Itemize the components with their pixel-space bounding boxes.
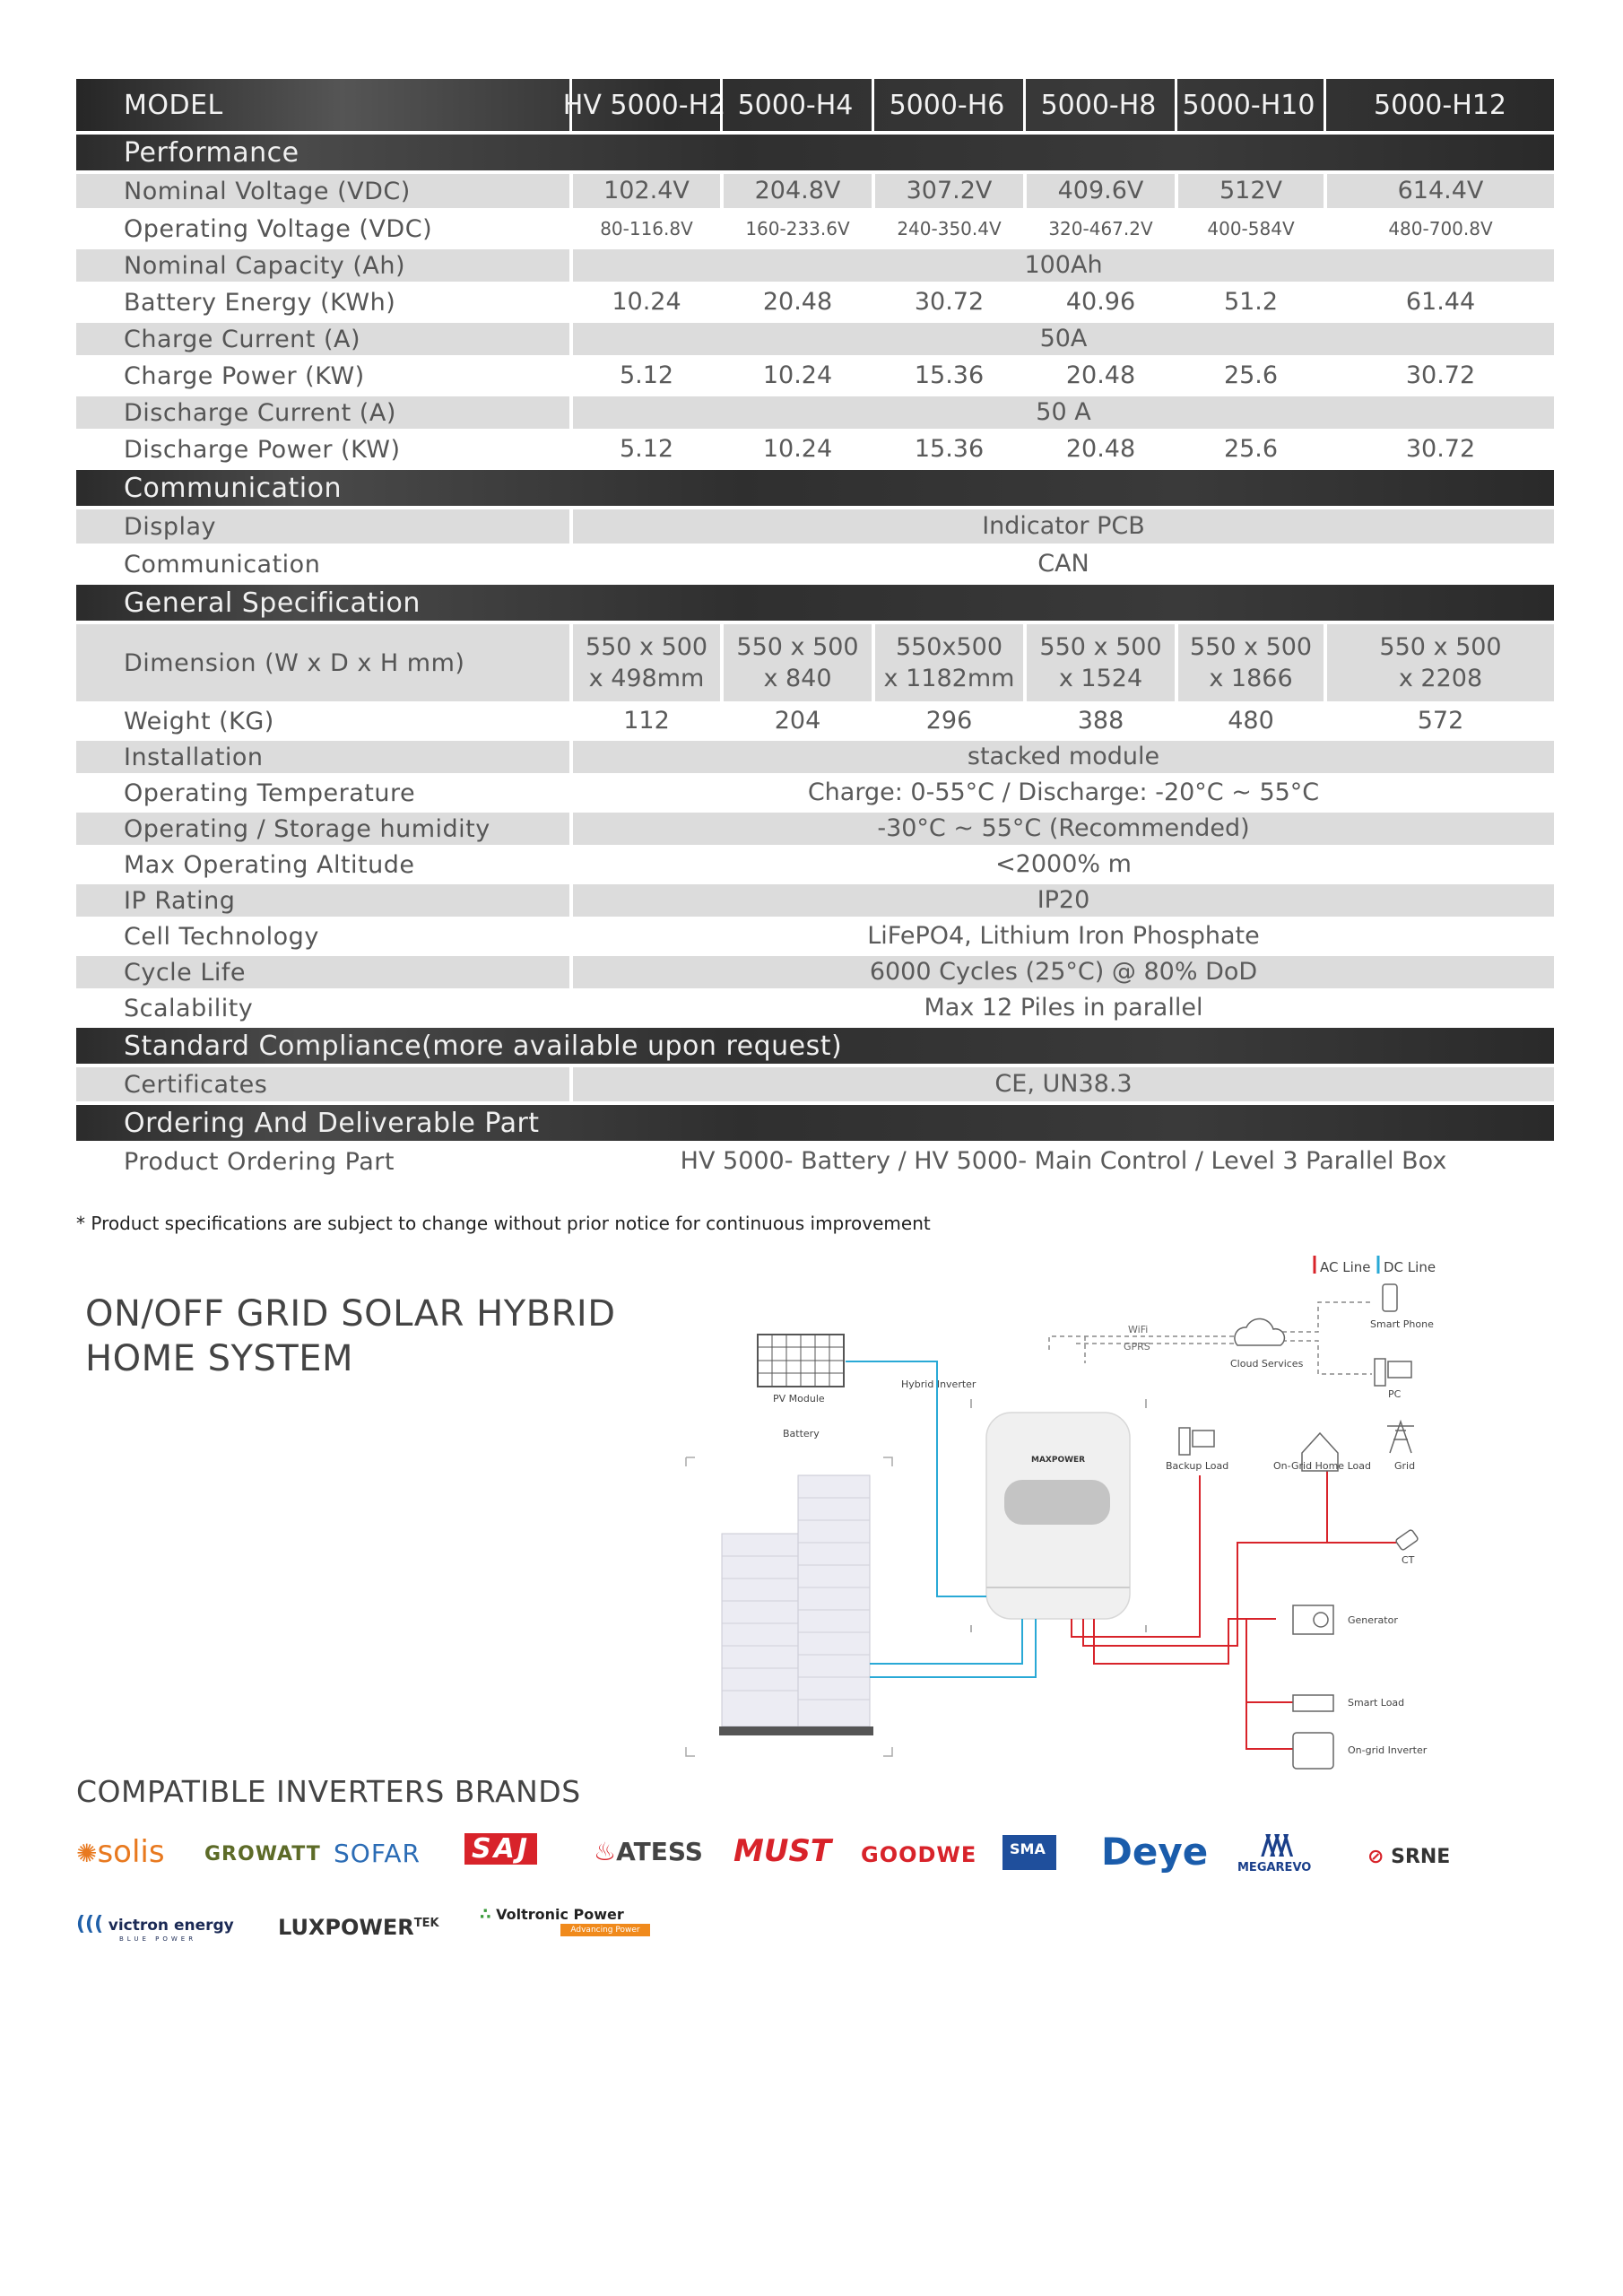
- spec-table: [76, 79, 1554, 1182]
- row-discharge-power: [76, 432, 1554, 466]
- cloud-icon: [1235, 1318, 1285, 1345]
- hybrid-inverter-icon: [986, 1413, 1130, 1619]
- cell: 320-467.2V: [1048, 218, 1153, 239]
- smart-phone-label: Smart Phone: [1370, 1318, 1434, 1330]
- smart-phone-icon: [1383, 1284, 1397, 1311]
- cell: 480-700.8V: [1388, 218, 1493, 239]
- row-label: Operating Temperature: [124, 778, 416, 807]
- cell: 512V: [1178, 174, 1324, 208]
- ct-label: CT: [1402, 1554, 1415, 1566]
- cell: 15.36: [914, 361, 985, 390]
- ongrid-inverter-icon: [1293, 1733, 1333, 1769]
- cell: 480: [1228, 707, 1274, 735]
- row-label: Installation: [76, 741, 569, 773]
- row-ordering-part: [76, 1144, 1554, 1178]
- row-display: [76, 509, 1554, 544]
- footnote: * Product specifications are subject to change without prior notice for continuous improvement: [76, 1213, 931, 1234]
- row-label: Cell Technology: [124, 922, 319, 951]
- cell: 204.8V: [724, 174, 872, 208]
- row-label: Communication: [124, 550, 321, 578]
- row-installation: [76, 741, 1554, 773]
- cell: 15.36: [914, 435, 985, 464]
- row-discharge-current: [76, 396, 1554, 429]
- wifi-label: WiFi: [1128, 1324, 1149, 1335]
- smart-load-label: Smart Load: [1348, 1697, 1405, 1709]
- pc-icon: [1375, 1359, 1411, 1386]
- cell: 20.48: [762, 288, 833, 317]
- brand-sofar: SOFAR: [334, 1839, 421, 1868]
- row-cycle-life: [76, 956, 1554, 988]
- cell: 25.6: [1223, 435, 1279, 464]
- cell: Charge: 0-55°C / Discharge: -20°C ~ 55°C: [807, 778, 1320, 807]
- row-label: Display: [76, 509, 569, 544]
- cell: 409.6V: [1027, 174, 1175, 208]
- atess-flame-icon: ♨: [594, 1837, 617, 1866]
- row-label: Scalability: [124, 994, 254, 1022]
- cell: 100Ah: [573, 249, 1554, 282]
- dc-legend-label: DC Line: [1384, 1259, 1436, 1275]
- home-load-label: On-Grid Home Load: [1273, 1460, 1371, 1472]
- generator-label: Generator: [1348, 1614, 1398, 1626]
- brand-atess: ♨ATESS: [594, 1837, 703, 1866]
- row-label: Dimension (W x D x H mm): [76, 624, 569, 701]
- ongrid-inverter-label: On-grid Inverter: [1348, 1744, 1428, 1756]
- section-general: General Specification: [76, 585, 1554, 621]
- cell: 30.72: [1405, 361, 1476, 390]
- cell: 30.72: [1405, 435, 1476, 464]
- brand-solis: ✺solis: [76, 1834, 165, 1870]
- ac-legend-label: AC Line: [1320, 1259, 1371, 1275]
- cell: 50A: [573, 323, 1554, 355]
- row-nominal-capacity: [76, 249, 1554, 282]
- cell: HV 5000- Battery / HV 5000- Main Control / Level 3 Parallel Box: [680, 1147, 1447, 1176]
- victron-icon: (((: [76, 1913, 104, 1935]
- model-h2: HV 5000-H2: [569, 79, 716, 131]
- cell: 40.96: [1065, 288, 1136, 317]
- row-label: Operating / Storage humidity: [76, 813, 569, 845]
- row-humidity: [76, 813, 1554, 845]
- cloud-label: Cloud Services: [1230, 1358, 1304, 1370]
- row-label: Discharge Power (KW): [124, 435, 401, 464]
- hybrid-system-diagram: [664, 1238, 1471, 1776]
- cell: CE, UN38.3: [573, 1067, 1554, 1101]
- voltronic-dots-icon: ∴: [480, 1905, 491, 1924]
- cell: 572: [1417, 707, 1464, 735]
- cell: 20.48: [1065, 435, 1136, 464]
- model-header-row: [76, 79, 1554, 131]
- model-h6: 5000-H6: [872, 79, 1020, 131]
- row-weight: [76, 705, 1554, 737]
- brand-sma: SMA: [1002, 1835, 1056, 1870]
- section-communication: Communication: [76, 470, 1554, 506]
- generator-wheel-icon: [1314, 1613, 1328, 1627]
- comm-lines: [1049, 1302, 1372, 1374]
- cell: <2000% m: [995, 850, 1132, 879]
- cell: CAN: [1037, 550, 1089, 578]
- cell: 102.4V: [573, 174, 720, 208]
- backup-load-label: Backup Load: [1166, 1460, 1229, 1472]
- cell: 400-584V: [1207, 218, 1295, 239]
- cell: 550 x 500 x 498mm: [573, 624, 720, 701]
- row-altitude: [76, 848, 1554, 881]
- cell: 296: [925, 707, 973, 735]
- row-dimension: [76, 624, 1554, 701]
- gprs-label: GPRS: [1124, 1341, 1150, 1352]
- brand-srne: ⊘ SRNE: [1367, 1846, 1451, 1868]
- row-label: Weight (KG): [124, 707, 274, 735]
- cell: LiFePO4, Lithium Iron Phosphate: [867, 922, 1260, 951]
- section-compliance: Standard Compliance(more available upon request): [76, 1028, 1554, 1064]
- cell: 307.2V: [875, 174, 1023, 208]
- battery-label: Battery: [783, 1428, 820, 1439]
- row-label: Battery Energy (KWh): [124, 288, 396, 317]
- model-h8: 5000-H8: [1023, 79, 1171, 131]
- row-label: Charge Power (KW): [124, 361, 365, 390]
- cell: 550 x 500 x 840: [724, 624, 872, 701]
- cell: 20.48: [1065, 361, 1136, 390]
- cell: Indicator PCB: [573, 509, 1554, 544]
- brand-growatt: GROWATT: [204, 1843, 321, 1866]
- hybrid-inverter-label: Hybrid Inverter: [901, 1378, 976, 1390]
- cell: 80-116.8V: [600, 218, 693, 239]
- row-label: Cycle Life: [76, 956, 569, 988]
- row-nominal-voltage: [76, 174, 1554, 208]
- row-label: Discharge Current (A): [76, 396, 569, 429]
- row-label: Nominal Capacity (Ah): [76, 249, 569, 282]
- solis-icon: ✺: [76, 1839, 98, 1868]
- cell: 25.6: [1223, 361, 1279, 390]
- brand-deye: Deye: [1101, 1830, 1209, 1874]
- system-title-line-1: ON/OFF GRID SOLAR HYBRID: [85, 1293, 616, 1335]
- row-label: Charge Current (A): [76, 323, 569, 355]
- cell: 388: [1077, 707, 1124, 735]
- row-label: Nominal Voltage (VDC): [76, 174, 569, 208]
- row-operating-temperature: [76, 777, 1554, 809]
- model-h4: 5000-H4: [720, 79, 868, 131]
- smart-load-icon: [1293, 1695, 1333, 1711]
- battery-stack-icon: [719, 1475, 873, 1735]
- cell: 51.2: [1223, 288, 1279, 317]
- row-certificates: [76, 1067, 1554, 1101]
- brand-saj: SAJ: [464, 1833, 537, 1865]
- grid-label: Grid: [1394, 1460, 1416, 1472]
- pc-label: PC: [1388, 1388, 1402, 1400]
- cell: 550 x 500 x 1866: [1178, 624, 1324, 701]
- megarevo-icon: /\/\/\: [1261, 1830, 1289, 1861]
- row-cell-technology: [76, 920, 1554, 952]
- row-communication: [76, 547, 1554, 581]
- cell: 6000 Cycles (25°C) @ 80% DoD: [573, 956, 1554, 988]
- system-title-line-2: HOME SYSTEM: [85, 1338, 353, 1379]
- section-ordering: Ordering And Deliverable Part: [76, 1105, 1554, 1141]
- row-ip-rating: [76, 884, 1554, 917]
- model-h12: 5000-H12: [1324, 79, 1554, 131]
- brand-must: MUST: [733, 1833, 832, 1869]
- row-scalability: [76, 992, 1554, 1024]
- cell: 550 x 500 x 1524: [1027, 624, 1175, 701]
- brands-title: COMPATIBLE INVERTERS BRANDS: [76, 1774, 581, 1809]
- inverter-brand-label: MAXPOWER: [1031, 1456, 1086, 1465]
- row-label: IP Rating: [76, 884, 569, 917]
- row-battery-energy: [76, 285, 1554, 319]
- cell: 50 A: [573, 396, 1554, 429]
- grid-tower-icon: [1387, 1422, 1414, 1453]
- srne-icon: ⊘: [1367, 1846, 1384, 1868]
- brand-megarevo: /\/\/\ MEGAREVO: [1237, 1830, 1312, 1874]
- brand-victron: ((( victron energy BLUE POWER: [76, 1913, 234, 1943]
- model-label: MODEL: [124, 89, 223, 121]
- row-label: Max Operating Altitude: [124, 850, 415, 879]
- row-charge-power: [76, 359, 1554, 393]
- cell: 240-350.4V: [897, 218, 1002, 239]
- cell: 550 x 500 x 2208: [1327, 624, 1554, 701]
- cell: IP20: [573, 884, 1554, 917]
- cell: 10.24: [762, 361, 833, 390]
- cell: 204: [774, 707, 821, 735]
- row-operating-voltage: [76, 212, 1554, 246]
- cell: 10.24: [762, 435, 833, 464]
- pv-module-label: PV Module: [773, 1393, 825, 1405]
- section-performance: Performance: [76, 135, 1554, 170]
- cell: 112: [623, 707, 670, 735]
- ct-icon: [1395, 1529, 1419, 1551]
- backup-load-icon: [1179, 1428, 1214, 1455]
- cell: 614.4V: [1327, 174, 1554, 208]
- cell: stacked module: [573, 741, 1554, 773]
- cell: 30.72: [914, 288, 985, 317]
- row-label: Operating Voltage (VDC): [124, 214, 433, 243]
- cell: 5.12: [619, 361, 674, 390]
- system-title: [85, 1292, 616, 1381]
- cell: 10.24: [612, 288, 681, 317]
- cell: 160-233.6V: [745, 218, 850, 239]
- cell: 5.12: [619, 435, 674, 464]
- row-label: Product Ordering Part: [124, 1147, 395, 1176]
- cell: -30°C ~ 55°C (Recommended): [573, 813, 1554, 845]
- brand-goodwe: GOODWE: [861, 1842, 977, 1867]
- brand-voltronic: ∴ Voltronic Power Advancing Power: [480, 1905, 650, 1936]
- pv-module-icon: [758, 1335, 844, 1387]
- row-charge-current: [76, 323, 1554, 355]
- brand-luxpower: $LUXPOWER^{TEK}$: [278, 1915, 439, 1940]
- model-h10: 5000-H10: [1175, 79, 1320, 131]
- cell: 550x500 x 1182mm: [875, 624, 1023, 701]
- cell: Max 12 Piles in parallel: [924, 994, 1203, 1022]
- cell: 61.44: [1405, 288, 1476, 317]
- row-label: Certificates: [76, 1067, 569, 1101]
